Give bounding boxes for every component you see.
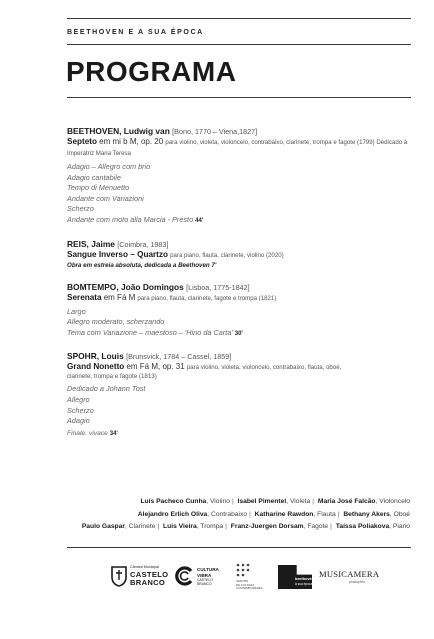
performer-name: Paulo Gaspar: [81, 523, 125, 531]
performer-instrument: Violeta: [289, 498, 311, 505]
composer-dates: [Coimbra, 1983]: [117, 239, 169, 249]
composer-name: BEETHOVEN, Ludwig van: [67, 126, 170, 136]
duration: 44': [195, 217, 204, 224]
castelo-branco-logo: [110, 562, 169, 592]
work-instrumentation: para piano, flauta, clarinete, violino (2020): [170, 251, 284, 259]
composer-line: [67, 239, 415, 250]
work-instrumentation: para violino, violeta, violoncelo, contrabaixo, flauta, oboé,: [186, 364, 342, 372]
performer-name: Alejandro Erlich Oliva: [137, 510, 208, 518]
premiere-note: Obra em estreia absoluta, dedicada a Beethoven 7': [67, 261, 217, 269]
composer-line: [67, 126, 415, 137]
work-instrumentation: para violino, violeta, violoncelo, contrabaixo, clarinete, trompa e fagote (1799) Dedicado à Imperatriz Maria Teresa: [67, 139, 408, 157]
work-title: Grand Nonetto: [67, 362, 125, 372]
duration: 34': [109, 430, 118, 437]
logo-text: à sua época: [295, 582, 313, 586]
logo-text: beethoven: [295, 577, 314, 581]
duration: 30': [234, 330, 243, 337]
movement: Andante com Variazioni: [67, 193, 144, 203]
movement: Scherzo: [67, 204, 94, 214]
cultura-vibra-logo: [175, 562, 225, 592]
movement-last: [67, 215, 415, 227]
performers-block: [30, 496, 410, 534]
logo-text: BRANCO: [130, 578, 166, 587]
movement: Andante com moto alla Marcia - Presto: [67, 214, 194, 224]
composer-dates: [Brunsvick, 1784 – Cassel, 1859]: [126, 352, 232, 362]
work-title: Septeto: [67, 137, 98, 146]
logo-subtext: produções: [349, 580, 365, 584]
performer-name: Franz-Juergen Dorsam: [230, 523, 304, 531]
movement: Allegro moderato, scherzando: [67, 317, 165, 327]
performer-instrument: Trompa: [200, 523, 224, 531]
movement: Adagio – Allegro com brio: [67, 162, 151, 171]
series-title: BEETHOVEN E A SUA ÉPOCA: [67, 29, 204, 36]
logo-text: VIBRA: [197, 572, 212, 578]
logo-text: CASTELO: [130, 570, 169, 579]
performer-instrument: Violino: [209, 498, 230, 505]
movement: Allegro: [67, 394, 90, 404]
cultura-c-icon: [175, 566, 195, 586]
page-title: PROGRAMA: [66, 56, 237, 87]
performers-row: Luís Pacheco Cunha, Violino | Isabel Pimentel, Violeta | Maria José Falcão, Violoncelo: [140, 498, 410, 505]
movement-last: [67, 328, 415, 340]
composer-dates: [Bono, 1770 – Viena,1827]: [172, 127, 258, 136]
finale: Finale. vivace: [67, 429, 108, 437]
composer-name: REIS, Jaime: [67, 238, 115, 249]
logo-text: DE CULTURA: [236, 582, 255, 587]
logo-small-text: Câmara Municipal: [130, 565, 159, 569]
movement-last: [67, 429, 415, 440]
movement: Largo: [67, 306, 86, 316]
program-list: [67, 126, 415, 447]
beethoven-festival-logo: [278, 562, 314, 592]
dots-grid-icon: [236, 563, 250, 577]
composer-name: SPOHR, Louis: [67, 351, 124, 362]
mid-rule: [67, 44, 411, 45]
work-instrumentation: para piano, flauta, clarinete, fagote e trompa (1821): [137, 294, 277, 302]
performer-name: Katharine Rawdon: [254, 510, 314, 518]
movement: Tema com Variazione – maestoso – 'Hino da Carta': [67, 327, 233, 337]
cccb-logo: [232, 562, 276, 592]
sponsor-logos: [110, 562, 420, 592]
program-item-bomtempo: [67, 282, 415, 340]
work-key: em Fá M, op. 31: [126, 362, 185, 372]
work-key: em Fá M: [103, 292, 136, 302]
performer-name: Taíssa Poliakova: [335, 523, 390, 531]
performers-row: Alejandro Erlich Oliva, Contrabaixo | Katharine Rawdon, Flauta | Bethany Akers, Oboé: [137, 510, 410, 518]
work-title: Serenata: [67, 292, 102, 302]
movement: Adagio cantabile: [67, 172, 121, 182]
performer-instrument: Fagote: [307, 523, 329, 531]
composer-line: [67, 351, 415, 362]
musicamera-logo: [319, 562, 379, 592]
work-instrumentation-cont: clarinete, trompa e fagote (1813): [67, 373, 157, 381]
performer-instrument: Piano: [392, 523, 410, 531]
performer-instrument: Clarinete: [128, 523, 156, 531]
work-line: [67, 362, 415, 373]
performer-name: Maria José Falcão: [317, 498, 376, 505]
work-line: [67, 137, 415, 159]
performer-instrument: Oboé: [393, 510, 410, 518]
composer-dates: [Lisboa, 1775-1842]: [186, 282, 250, 292]
composer-line: [67, 282, 415, 293]
movement: Tempo di Menuetto: [67, 183, 130, 193]
program-item-beethoven: [67, 126, 415, 227]
title-underline: [67, 97, 411, 98]
logo-text: CENTRO: [236, 579, 249, 583]
logo-text: MUSICAMERA: [319, 569, 380, 579]
performer-instrument: Flauta: [317, 510, 336, 518]
program-item-reis: [67, 239, 415, 270]
performer-instrument: Contrabaixo: [211, 510, 248, 518]
city-crest-icon: [110, 565, 128, 587]
movement: Scherzo: [67, 405, 94, 415]
logo-text: CASTELO BRANCO: [197, 578, 213, 586]
bottom-rule: [67, 547, 411, 548]
dedication: Dedicado a Johann Tost: [67, 384, 146, 394]
performer-name: Bethany Akers: [343, 510, 390, 518]
performer-name: Luís Pacheco Cunha: [140, 498, 207, 505]
work-title: Sangue Inverso – Quartzo: [67, 249, 169, 259]
logo-text: CONTEMPORÂNEA: [236, 586, 263, 590]
program-item-spohr: [67, 351, 415, 439]
work-key: em mi b M, op. 20: [99, 137, 164, 146]
work-line: [67, 250, 415, 261]
movement: Adagio: [67, 416, 90, 426]
performer-name: Isabel Pimentel: [237, 498, 287, 505]
performers-row: Paulo Gaspar, Clarinete | Luís Vieira, Trompa | Franz-Juergen Dorsam, Fagote | Taíssa Poliakova, Piano: [81, 523, 410, 531]
performer-instrument: Violoncelo: [379, 498, 410, 505]
composer-name: BOMTEMPO, João Domingos: [67, 281, 184, 292]
logo-text: CULTURA: [197, 567, 219, 572]
performer-name: Luís Vieira: [163, 523, 197, 531]
work-line: [67, 293, 415, 304]
top-rule: [67, 18, 411, 19]
